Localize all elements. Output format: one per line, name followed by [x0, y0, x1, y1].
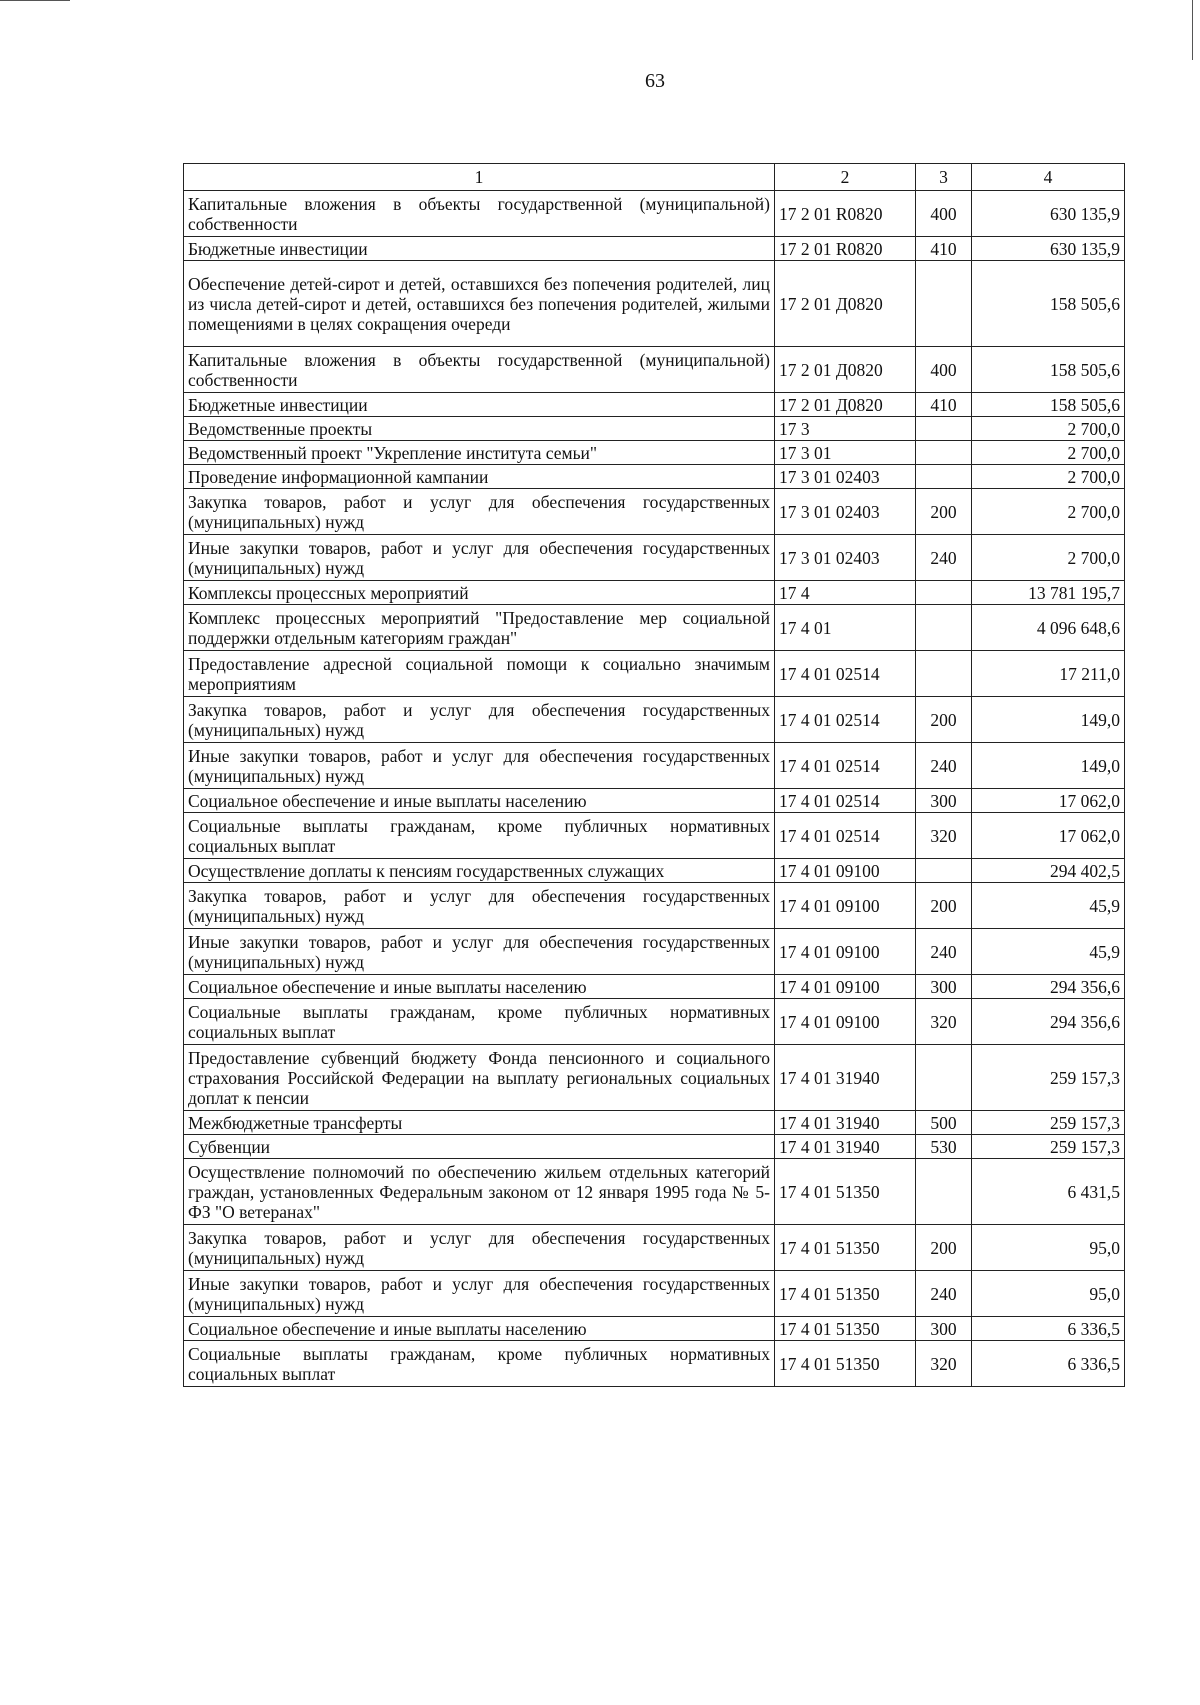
row-name: Социальные выплаты гражданам, кроме публичных нормативных социальных выплат — [184, 1341, 775, 1387]
row-name: Комплексы процессных мероприятий — [184, 581, 775, 605]
table-row — [184, 191, 1125, 237]
row-code: 17 4 01 09100 — [775, 929, 916, 975]
row-name: Закупка товаров, работ и услуг для обеспечения государственных (муниципальных) нужд — [184, 883, 775, 929]
table-row — [184, 261, 1125, 347]
row-amount: 630 135,9 — [972, 191, 1125, 237]
table-row — [184, 347, 1125, 393]
row-code: 17 4 01 02514 — [775, 743, 916, 789]
row-amount: 6 431,5 — [972, 1159, 1125, 1225]
row-code: 17 4 01 51350 — [775, 1225, 916, 1271]
column-header-type: 3 — [916, 164, 972, 191]
row-code: 17 3 — [775, 417, 916, 441]
row-amount: 259 157,3 — [972, 1045, 1125, 1111]
row-code: 17 4 01 31940 — [775, 1111, 916, 1135]
row-amount: 158 505,6 — [972, 347, 1125, 393]
row-amount: 45,9 — [972, 929, 1125, 975]
table-row — [184, 605, 1125, 651]
row-name: Закупка товаров, работ и услуг для обеспечения государственных (муниципальных) нужд — [184, 489, 775, 535]
table-row — [184, 1135, 1125, 1159]
table-row — [184, 1341, 1125, 1387]
row-code: 17 3 01 02403 — [775, 489, 916, 535]
row-code: 17 2 01 R0820 — [775, 191, 916, 237]
row-amount: 2 700,0 — [972, 441, 1125, 465]
table-row — [184, 441, 1125, 465]
row-name: Проведение информационной кампании — [184, 465, 775, 489]
row-type: 410 — [916, 393, 972, 417]
row-name: Ведомственные проекты — [184, 417, 775, 441]
table-row — [184, 1159, 1125, 1225]
row-code: 17 4 01 02514 — [775, 697, 916, 743]
table-row — [184, 489, 1125, 535]
table-row — [184, 1111, 1125, 1135]
row-code: 17 4 01 09100 — [775, 975, 916, 999]
scan-border-mark — [1192, 0, 1193, 60]
row-name: Капитальные вложения в объекты государственной (муниципальной) собственности — [184, 347, 775, 393]
row-type: 200 — [916, 489, 972, 535]
row-type: 240 — [916, 535, 972, 581]
row-code: 17 4 01 31940 — [775, 1045, 916, 1111]
row-name: Осуществление доплаты к пенсиям государственных служащих — [184, 859, 775, 883]
row-code: 17 3 01 02403 — [775, 535, 916, 581]
row-code: 17 4 01 02514 — [775, 789, 916, 813]
row-code: 17 4 01 02514 — [775, 651, 916, 697]
row-code: 17 4 01 — [775, 605, 916, 651]
row-type — [916, 1045, 972, 1111]
row-type: 320 — [916, 813, 972, 859]
row-name: Иные закупки товаров, работ и услуг для обеспечения государственных (муниципальных) нужд — [184, 1271, 775, 1317]
row-code: 17 4 01 09100 — [775, 859, 916, 883]
row-amount: 149,0 — [972, 743, 1125, 789]
row-name: Социальное обеспечение и иные выплаты населению — [184, 789, 775, 813]
row-type: 240 — [916, 929, 972, 975]
row-amount: 158 505,6 — [972, 261, 1125, 347]
row-code: 17 4 01 51350 — [775, 1159, 916, 1225]
row-amount: 630 135,9 — [972, 237, 1125, 261]
row-name: Предоставление адресной социальной помощи к социально значимым мероприятиям — [184, 651, 775, 697]
column-header-code: 2 — [775, 164, 916, 191]
table-row — [184, 975, 1125, 999]
row-type: 500 — [916, 1111, 972, 1135]
table-header-row — [184, 164, 1125, 191]
table-row — [184, 465, 1125, 489]
row-type: 240 — [916, 1271, 972, 1317]
row-name: Социальное обеспечение и иные выплаты населению — [184, 975, 775, 999]
row-amount: 4 096 648,6 — [972, 605, 1125, 651]
row-type: 200 — [916, 697, 972, 743]
row-name: Предоставление субвенций бюджету Фонда пенсионного и социального страхования Российской Федерации на выплату региональных социальных доплат к пенсии — [184, 1045, 775, 1111]
row-name: Социальные выплаты гражданам, кроме публичных нормативных социальных выплат — [184, 999, 775, 1045]
row-type: 200 — [916, 1225, 972, 1271]
row-amount: 2 700,0 — [972, 417, 1125, 441]
budget-table — [183, 163, 1125, 1387]
row-name: Бюджетные инвестиции — [184, 393, 775, 417]
row-code: 17 4 01 31940 — [775, 1135, 916, 1159]
row-amount: 17 062,0 — [972, 813, 1125, 859]
row-amount: 17 062,0 — [972, 789, 1125, 813]
row-name: Бюджетные инвестиции — [184, 237, 775, 261]
row-amount: 95,0 — [972, 1271, 1125, 1317]
row-code: 17 4 — [775, 581, 916, 605]
row-type: 300 — [916, 1317, 972, 1341]
table-row — [184, 1317, 1125, 1341]
row-code: 17 4 01 09100 — [775, 999, 916, 1045]
row-type — [916, 261, 972, 347]
table-row — [184, 651, 1125, 697]
row-amount: 17 211,0 — [972, 651, 1125, 697]
row-name: Капитальные вложения в объекты государственной (муниципальной) собственности — [184, 191, 775, 237]
table-row — [184, 999, 1125, 1045]
table-row — [184, 237, 1125, 261]
row-name: Иные закупки товаров, работ и услуг для обеспечения государственных (муниципальных) нужд — [184, 535, 775, 581]
row-name: Ведомственный проект "Укрепление института семьи" — [184, 441, 775, 465]
row-type: 320 — [916, 1341, 972, 1387]
scan-border-mark — [0, 0, 70, 1]
row-type — [916, 465, 972, 489]
table-row — [184, 743, 1125, 789]
row-amount: 95,0 — [972, 1225, 1125, 1271]
row-type: 530 — [916, 1135, 972, 1159]
row-type: 300 — [916, 789, 972, 813]
row-amount: 294 356,6 — [972, 975, 1125, 999]
row-amount: 6 336,5 — [972, 1341, 1125, 1387]
row-code: 17 4 01 09100 — [775, 883, 916, 929]
row-code: 17 2 01 Д0820 — [775, 347, 916, 393]
row-type — [916, 581, 972, 605]
row-type — [916, 1159, 972, 1225]
row-name: Закупка товаров, работ и услуг для обеспечения государственных (муниципальных) нужд — [184, 697, 775, 743]
row-code: 17 4 01 51350 — [775, 1317, 916, 1341]
row-code: 17 3 01 — [775, 441, 916, 465]
table-row — [184, 1225, 1125, 1271]
row-name: Иные закупки товаров, работ и услуг для обеспечения государственных (муниципальных) нужд — [184, 929, 775, 975]
row-type — [916, 651, 972, 697]
table-row — [184, 813, 1125, 859]
table-row — [184, 883, 1125, 929]
row-type: 200 — [916, 883, 972, 929]
row-amount: 6 336,5 — [972, 1317, 1125, 1341]
row-type: 320 — [916, 999, 972, 1045]
row-type — [916, 605, 972, 651]
row-code: 17 4 01 02514 — [775, 813, 916, 859]
row-name: Социальные выплаты гражданам, кроме публичных нормативных социальных выплат — [184, 813, 775, 859]
row-amount: 259 157,3 — [972, 1111, 1125, 1135]
row-type: 240 — [916, 743, 972, 789]
row-type: 400 — [916, 347, 972, 393]
table-row — [184, 859, 1125, 883]
table-row — [184, 581, 1125, 605]
row-code: 17 2 01 Д0820 — [775, 261, 916, 347]
table-body — [184, 191, 1125, 1387]
row-amount: 2 700,0 — [972, 535, 1125, 581]
row-name: Осуществление полномочий по обеспечению жильем отдельных категорий граждан, установленных Федеральным законом от 12 января 1995 года № 5-ФЗ "О ветеранах" — [184, 1159, 775, 1225]
row-name: Обеспечение детей-сирот и детей, оставшихся без попечения родителей, лиц из числа детей-сирот и детей, оставшихся без попечения родителей, жилыми помещениями в целях сокращения очереди — [184, 261, 775, 347]
table-row — [184, 393, 1125, 417]
row-amount: 158 505,6 — [972, 393, 1125, 417]
row-code: 17 4 01 51350 — [775, 1341, 916, 1387]
row-type — [916, 417, 972, 441]
row-amount: 259 157,3 — [972, 1135, 1125, 1159]
row-code: 17 2 01 R0820 — [775, 237, 916, 261]
row-type: 400 — [916, 191, 972, 237]
table-row — [184, 1271, 1125, 1317]
row-amount: 294 356,6 — [972, 999, 1125, 1045]
row-amount: 149,0 — [972, 697, 1125, 743]
page-number: 63 — [645, 70, 665, 92]
row-name: Социальное обеспечение и иные выплаты населению — [184, 1317, 775, 1341]
row-code: 17 3 01 02403 — [775, 465, 916, 489]
row-type: 410 — [916, 237, 972, 261]
row-name: Межбюджетные трансферты — [184, 1111, 775, 1135]
row-type — [916, 441, 972, 465]
column-header-amount: 4 — [972, 164, 1125, 191]
row-amount: 45,9 — [972, 883, 1125, 929]
table-row — [184, 697, 1125, 743]
table-row — [184, 535, 1125, 581]
row-amount: 2 700,0 — [972, 465, 1125, 489]
row-type: 300 — [916, 975, 972, 999]
row-code: 17 2 01 Д0820 — [775, 393, 916, 417]
row-name: Иные закупки товаров, работ и услуг для обеспечения государственных (муниципальных) нужд — [184, 743, 775, 789]
row-amount: 2 700,0 — [972, 489, 1125, 535]
row-code: 17 4 01 51350 — [775, 1271, 916, 1317]
table-row — [184, 929, 1125, 975]
row-amount: 294 402,5 — [972, 859, 1125, 883]
column-header-name: 1 — [184, 164, 775, 191]
row-name: Комплекс процессных мероприятий "Предоставление мер социальной поддержки отдельным категориям граждан" — [184, 605, 775, 651]
row-name: Субвенции — [184, 1135, 775, 1159]
row-name: Закупка товаров, работ и услуг для обеспечения государственных (муниципальных) нужд — [184, 1225, 775, 1271]
row-amount: 13 781 195,7 — [972, 581, 1125, 605]
table-row — [184, 417, 1125, 441]
table-row — [184, 789, 1125, 813]
row-type — [916, 859, 972, 883]
table-row — [184, 1045, 1125, 1111]
